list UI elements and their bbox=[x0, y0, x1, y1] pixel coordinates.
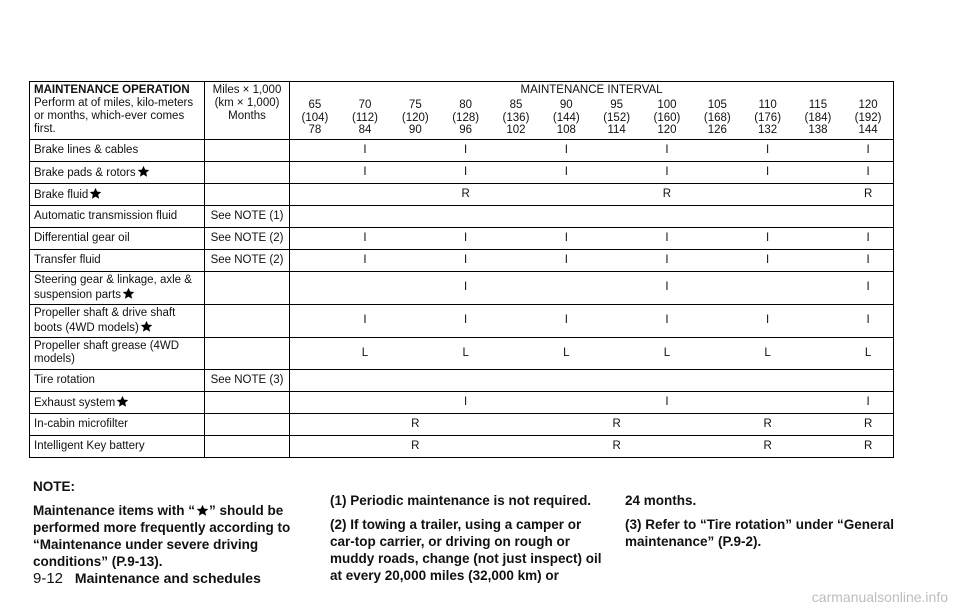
interval-mark bbox=[290, 161, 340, 183]
interval-header: MAINTENANCE INTERVAL bbox=[290, 82, 894, 98]
interval-months: 108 bbox=[556, 124, 576, 136]
note-2-continued: 24 months. bbox=[625, 493, 697, 508]
interval-mark: I bbox=[843, 304, 893, 337]
operation-description: Perform at of miles, kilo-meters or months, which-ever comes first. bbox=[34, 97, 194, 135]
interval-mark bbox=[491, 435, 541, 457]
interval-mark bbox=[793, 161, 843, 183]
interval-mark: R bbox=[843, 435, 893, 457]
interval-column-header bbox=[642, 97, 692, 139]
interval-mark bbox=[290, 249, 340, 271]
interval-km: (184) bbox=[804, 111, 832, 124]
interval-mark bbox=[591, 161, 641, 183]
interval-mark bbox=[742, 205, 792, 227]
interval-mark bbox=[742, 271, 792, 304]
interval-mark: I bbox=[843, 249, 893, 271]
interval-km: (168) bbox=[703, 111, 731, 124]
interval-mark: I bbox=[440, 304, 490, 337]
interval-mark bbox=[491, 161, 541, 183]
interval-mark bbox=[491, 271, 541, 304]
interval-mark bbox=[642, 369, 692, 391]
interval-mark bbox=[793, 435, 843, 457]
interval-mark: I bbox=[340, 304, 390, 337]
interval-mark: I bbox=[742, 249, 792, 271]
interval-mark bbox=[793, 227, 843, 249]
interval-mark bbox=[340, 205, 390, 227]
interval-months: 96 bbox=[459, 124, 473, 136]
interval-mark bbox=[591, 391, 641, 413]
maintenance-note-ref bbox=[205, 391, 290, 413]
interval-mark bbox=[642, 205, 692, 227]
interval-mark bbox=[541, 271, 591, 304]
interval-km: (160) bbox=[653, 111, 681, 124]
interval-mark bbox=[591, 227, 641, 249]
interval-miles: 70 bbox=[358, 99, 372, 111]
interval-miles: 90 bbox=[559, 99, 573, 111]
interval-mark bbox=[692, 227, 742, 249]
interval-km: (176) bbox=[754, 111, 782, 124]
maintenance-item-label: In-cabin microfilter bbox=[34, 417, 128, 430]
interval-mark: I bbox=[843, 271, 893, 304]
interval-mark bbox=[541, 435, 591, 457]
interval-mark bbox=[290, 271, 340, 304]
maintenance-item bbox=[30, 227, 205, 249]
interval-mark bbox=[793, 205, 843, 227]
interval-mark bbox=[390, 205, 440, 227]
interval-mark bbox=[290, 304, 340, 337]
severe-conditions-star-icon bbox=[137, 165, 150, 178]
table-row bbox=[30, 304, 894, 337]
miles-header bbox=[205, 82, 290, 140]
maintenance-item-label: Intelligent Key battery bbox=[34, 439, 145, 452]
interval-mark: I bbox=[440, 227, 490, 249]
note-3: (3) Refer to “Tire rotation” under “General maintenance” (P.9-2). bbox=[625, 517, 895, 549]
interval-mark: I bbox=[742, 139, 792, 161]
interval-mark: I bbox=[440, 271, 490, 304]
interval-mark: I bbox=[843, 161, 893, 183]
interval-mark bbox=[692, 369, 742, 391]
maintenance-note-ref: See NOTE (3) bbox=[205, 369, 290, 391]
interval-miles: 80 bbox=[459, 99, 473, 111]
interval-mark: I bbox=[340, 227, 390, 249]
maintenance-item-label: Brake lines & cables bbox=[34, 143, 139, 156]
maintenance-item bbox=[30, 205, 205, 227]
maintenance-item-label: Differential gear oil bbox=[34, 231, 130, 244]
interval-km: (112) bbox=[351, 111, 378, 124]
maintenance-note-ref bbox=[205, 161, 290, 183]
interval-mark: L bbox=[742, 337, 792, 369]
interval-mark bbox=[390, 391, 440, 413]
interval-mark bbox=[340, 435, 390, 457]
interval-months: 120 bbox=[657, 124, 677, 136]
interval-mark bbox=[692, 139, 742, 161]
maintenance-item-label: Propeller shaft grease (4WD models) bbox=[34, 340, 180, 365]
interval-mark bbox=[793, 413, 843, 435]
interval-mark: I bbox=[340, 249, 390, 271]
interval-mark: I bbox=[642, 304, 692, 337]
severe-conditions-star-icon bbox=[116, 395, 129, 408]
maintenance-note-ref: See NOTE (1) bbox=[205, 205, 290, 227]
interval-mark bbox=[793, 183, 843, 205]
severe-conditions-star-icon bbox=[196, 504, 209, 517]
interval-mark: L bbox=[541, 337, 591, 369]
interval-mark: I bbox=[340, 161, 390, 183]
table-row bbox=[30, 391, 894, 413]
maintenance-item bbox=[30, 337, 205, 369]
interval-mark bbox=[440, 205, 490, 227]
table-row bbox=[30, 271, 894, 304]
km-label: (km × 1,000) bbox=[214, 97, 280, 109]
interval-mark: I bbox=[440, 249, 490, 271]
interval-mark bbox=[440, 369, 490, 391]
table-row bbox=[30, 183, 894, 205]
interval-mark: I bbox=[843, 391, 893, 413]
interval-miles: 85 bbox=[509, 99, 523, 111]
maintenance-item-label: Automatic transmission fluid bbox=[34, 209, 178, 222]
interval-mark bbox=[591, 369, 641, 391]
interval-mark bbox=[692, 249, 742, 271]
interval-mark bbox=[290, 369, 340, 391]
interval-column-header bbox=[843, 97, 893, 139]
interval-mark bbox=[290, 337, 340, 369]
interval-mark: R bbox=[742, 413, 792, 435]
interval-column-header bbox=[440, 97, 490, 139]
interval-mark: I bbox=[440, 139, 490, 161]
notes-column-1 bbox=[33, 478, 308, 577]
maintenance-note-ref bbox=[205, 139, 290, 161]
interval-mark bbox=[541, 369, 591, 391]
maintenance-item bbox=[30, 249, 205, 271]
interval-mark bbox=[793, 249, 843, 271]
maintenance-item-label: Transfer fluid bbox=[34, 253, 101, 266]
months-label: Months bbox=[228, 110, 266, 122]
interval-mark: I bbox=[642, 271, 692, 304]
interval-mark bbox=[541, 183, 591, 205]
interval-mark bbox=[290, 183, 340, 205]
interval-mark: I bbox=[742, 227, 792, 249]
interval-mark bbox=[340, 391, 390, 413]
interval-mark: R bbox=[390, 413, 440, 435]
section-title: Maintenance and schedules bbox=[74, 570, 261, 586]
interval-mark bbox=[742, 391, 792, 413]
interval-column-header bbox=[793, 97, 843, 139]
maintenance-note-ref: See NOTE (2) bbox=[205, 249, 290, 271]
interval-column-header bbox=[340, 97, 390, 139]
interval-mark bbox=[340, 369, 390, 391]
interval-mark bbox=[793, 391, 843, 413]
interval-mark bbox=[591, 271, 641, 304]
interval-mark bbox=[390, 304, 440, 337]
interval-km: (152) bbox=[603, 111, 631, 124]
note-2: (2) If towing a trailer, using a camper or car-top carrier, or driving on rough or muddy roads, change (not just inspect) oil at every 20,000 miles (32,000 km) or bbox=[330, 517, 602, 583]
severe-conditions-star-icon bbox=[89, 187, 102, 200]
interval-mark bbox=[491, 227, 541, 249]
interval-mark bbox=[290, 391, 340, 413]
maintenance-item bbox=[30, 271, 205, 304]
interval-mark: I bbox=[642, 161, 692, 183]
interval-months: 78 bbox=[308, 124, 322, 136]
interval-column-header bbox=[390, 97, 440, 139]
interval-mark: I bbox=[642, 227, 692, 249]
interval-miles: 100 bbox=[657, 99, 677, 111]
maintenance-item-label: Brake pads & rotors bbox=[34, 166, 136, 179]
interval-mark: R bbox=[642, 183, 692, 205]
interval-mark: R bbox=[742, 435, 792, 457]
maintenance-item bbox=[30, 183, 205, 205]
interval-km: (192) bbox=[854, 111, 882, 124]
interval-mark: L bbox=[440, 337, 490, 369]
interval-mark bbox=[692, 304, 742, 337]
notes-column-3 bbox=[625, 492, 905, 557]
interval-mark bbox=[491, 391, 541, 413]
interval-mark bbox=[390, 227, 440, 249]
interval-mark bbox=[390, 369, 440, 391]
maintenance-item bbox=[30, 304, 205, 337]
severe-conditions-star-icon bbox=[140, 320, 153, 333]
interval-mark bbox=[491, 304, 541, 337]
maintenance-item bbox=[30, 391, 205, 413]
table-row bbox=[30, 337, 894, 369]
interval-mark bbox=[491, 369, 541, 391]
maintenance-item-label: Brake fluid bbox=[34, 188, 89, 201]
interval-mark: I bbox=[843, 227, 893, 249]
interval-mark bbox=[591, 249, 641, 271]
page-number: 9-12 bbox=[33, 570, 64, 587]
maintenance-note-ref bbox=[205, 413, 290, 435]
interval-column-header bbox=[491, 97, 541, 139]
interval-mark bbox=[591, 183, 641, 205]
maintenance-item bbox=[30, 161, 205, 183]
interval-km: (136) bbox=[502, 111, 530, 124]
interval-mark bbox=[541, 413, 591, 435]
interval-column-header bbox=[692, 97, 742, 139]
maintenance-item-label: Tire rotation bbox=[34, 373, 95, 386]
notes-column-2 bbox=[330, 492, 605, 591]
interval-column-header bbox=[541, 97, 591, 139]
maintenance-note-ref bbox=[205, 337, 290, 369]
star-note-suffix: ” should be performed more frequently according to “Maintenance under severe driving conditions” (P.9-13). bbox=[33, 503, 291, 569]
interval-mark bbox=[642, 435, 692, 457]
interval-mark bbox=[692, 337, 742, 369]
interval-mark bbox=[290, 227, 340, 249]
interval-mark: R bbox=[591, 413, 641, 435]
interval-mark: I bbox=[642, 139, 692, 161]
interval-mark bbox=[491, 139, 541, 161]
interval-mark bbox=[440, 413, 490, 435]
table-row bbox=[30, 205, 894, 227]
interval-mark bbox=[390, 337, 440, 369]
interval-mark bbox=[793, 304, 843, 337]
interval-column-header bbox=[742, 97, 792, 139]
table-row bbox=[30, 227, 894, 249]
interval-mark bbox=[340, 413, 390, 435]
interval-months: 126 bbox=[707, 124, 727, 136]
interval-mark bbox=[742, 369, 792, 391]
interval-mark bbox=[491, 337, 541, 369]
interval-mark bbox=[692, 183, 742, 205]
maintenance-note-ref bbox=[205, 304, 290, 337]
interval-mark: R bbox=[843, 183, 893, 205]
interval-mark bbox=[491, 249, 541, 271]
maintenance-item bbox=[30, 413, 205, 435]
interval-km: (144) bbox=[552, 111, 580, 124]
interval-mark bbox=[793, 337, 843, 369]
maintenance-item-label: Exhaust system bbox=[34, 396, 116, 409]
interval-mark: R bbox=[591, 435, 641, 457]
watermark: carmanualsonline.info bbox=[811, 589, 948, 605]
interval-miles: 110 bbox=[758, 99, 777, 111]
interval-mark bbox=[793, 369, 843, 391]
interval-mark: I bbox=[541, 161, 591, 183]
interval-miles: 120 bbox=[858, 99, 878, 111]
table-row bbox=[30, 435, 894, 457]
interval-mark bbox=[742, 183, 792, 205]
interval-mark bbox=[692, 161, 742, 183]
interval-miles: 115 bbox=[808, 99, 828, 111]
interval-mark: I bbox=[541, 304, 591, 337]
maintenance-note-ref bbox=[205, 435, 290, 457]
interval-mark bbox=[692, 205, 742, 227]
interval-months: 90 bbox=[408, 124, 422, 136]
interval-mark bbox=[491, 205, 541, 227]
interval-miles: 75 bbox=[408, 99, 422, 111]
star-note bbox=[33, 502, 308, 570]
interval-months: 114 bbox=[607, 124, 626, 136]
schedule-body bbox=[30, 139, 894, 457]
interval-months: 144 bbox=[858, 124, 878, 136]
maintenance-note-ref bbox=[205, 271, 290, 304]
table-row bbox=[30, 161, 894, 183]
interval-mark bbox=[692, 413, 742, 435]
interval-mark bbox=[290, 413, 340, 435]
interval-km: (104) bbox=[301, 111, 329, 124]
interval-mark bbox=[290, 205, 340, 227]
interval-mark bbox=[692, 271, 742, 304]
interval-mark bbox=[843, 205, 893, 227]
maintenance-note-ref: See NOTE (2) bbox=[205, 227, 290, 249]
maintenance-schedule-table bbox=[29, 81, 894, 458]
operation-header bbox=[30, 82, 205, 140]
interval-mark bbox=[440, 435, 490, 457]
interval-mark: I bbox=[440, 161, 490, 183]
interval-mark: R bbox=[390, 435, 440, 457]
interval-months: 84 bbox=[358, 124, 372, 136]
interval-mark: I bbox=[541, 139, 591, 161]
interval-miles: 65 bbox=[308, 99, 322, 111]
interval-mark bbox=[390, 271, 440, 304]
interval-mark bbox=[390, 183, 440, 205]
note-1: (1) Periodic maintenance is not required. bbox=[330, 493, 592, 508]
interval-mark bbox=[591, 139, 641, 161]
interval-mark: I bbox=[340, 139, 390, 161]
interval-mark: L bbox=[642, 337, 692, 369]
interval-mark: I bbox=[541, 227, 591, 249]
interval-column-header bbox=[591, 97, 641, 139]
interval-mark bbox=[591, 337, 641, 369]
interval-mark bbox=[290, 139, 340, 161]
interval-mark bbox=[642, 413, 692, 435]
maintenance-item-label: Propeller shaft & drive shaft boots (4WD models) bbox=[34, 306, 176, 334]
maintenance-item-label: Steering gear & linkage, axle & suspension parts bbox=[34, 273, 192, 301]
interval-mark bbox=[390, 139, 440, 161]
interval-mark: I bbox=[642, 391, 692, 413]
star-note-prefix: Maintenance items with “ bbox=[33, 503, 196, 518]
interval-miles: 105 bbox=[707, 99, 727, 111]
interval-mark: I bbox=[541, 249, 591, 271]
interval-miles: 95 bbox=[610, 99, 624, 111]
interval-mark: I bbox=[742, 161, 792, 183]
interval-mark: I bbox=[642, 249, 692, 271]
interval-mark: L bbox=[843, 337, 893, 369]
interval-mark bbox=[491, 183, 541, 205]
interval-mark bbox=[793, 139, 843, 161]
table-row bbox=[30, 413, 894, 435]
interval-mark bbox=[541, 391, 591, 413]
table-row bbox=[30, 139, 894, 161]
interval-mark bbox=[390, 161, 440, 183]
interval-mark bbox=[340, 183, 390, 205]
maintenance-item bbox=[30, 369, 205, 391]
interval-mark bbox=[591, 205, 641, 227]
table-row bbox=[30, 249, 894, 271]
interval-column-header bbox=[290, 97, 340, 139]
interval-mark: I bbox=[742, 304, 792, 337]
interval-mark: R bbox=[843, 413, 893, 435]
severe-conditions-star-icon bbox=[122, 287, 135, 300]
interval-mark bbox=[340, 271, 390, 304]
operation-title: MAINTENANCE OPERATION bbox=[34, 84, 190, 96]
interval-mark bbox=[390, 249, 440, 271]
page-footer bbox=[33, 570, 261, 587]
maintenance-note-ref bbox=[205, 183, 290, 205]
interval-mark: I bbox=[843, 139, 893, 161]
interval-km: (128) bbox=[452, 111, 480, 124]
table-row bbox=[30, 369, 894, 391]
maintenance-item bbox=[30, 139, 205, 161]
interval-mark bbox=[290, 435, 340, 457]
interval-mark bbox=[692, 391, 742, 413]
interval-mark bbox=[491, 413, 541, 435]
interval-mark bbox=[591, 304, 641, 337]
interval-mark bbox=[692, 435, 742, 457]
interval-months: 132 bbox=[758, 124, 778, 136]
interval-months: 102 bbox=[506, 124, 526, 136]
interval-km: (120) bbox=[401, 111, 429, 124]
interval-mark: R bbox=[440, 183, 490, 205]
maintenance-item bbox=[30, 435, 205, 457]
interval-mark: L bbox=[340, 337, 390, 369]
interval-mark bbox=[793, 271, 843, 304]
interval-mark: I bbox=[440, 391, 490, 413]
interval-mark bbox=[843, 369, 893, 391]
miles-label: Miles × 1,000 bbox=[212, 84, 282, 96]
interval-months: 138 bbox=[808, 124, 828, 136]
interval-mark bbox=[541, 205, 591, 227]
notes-heading: NOTE: bbox=[33, 479, 75, 494]
